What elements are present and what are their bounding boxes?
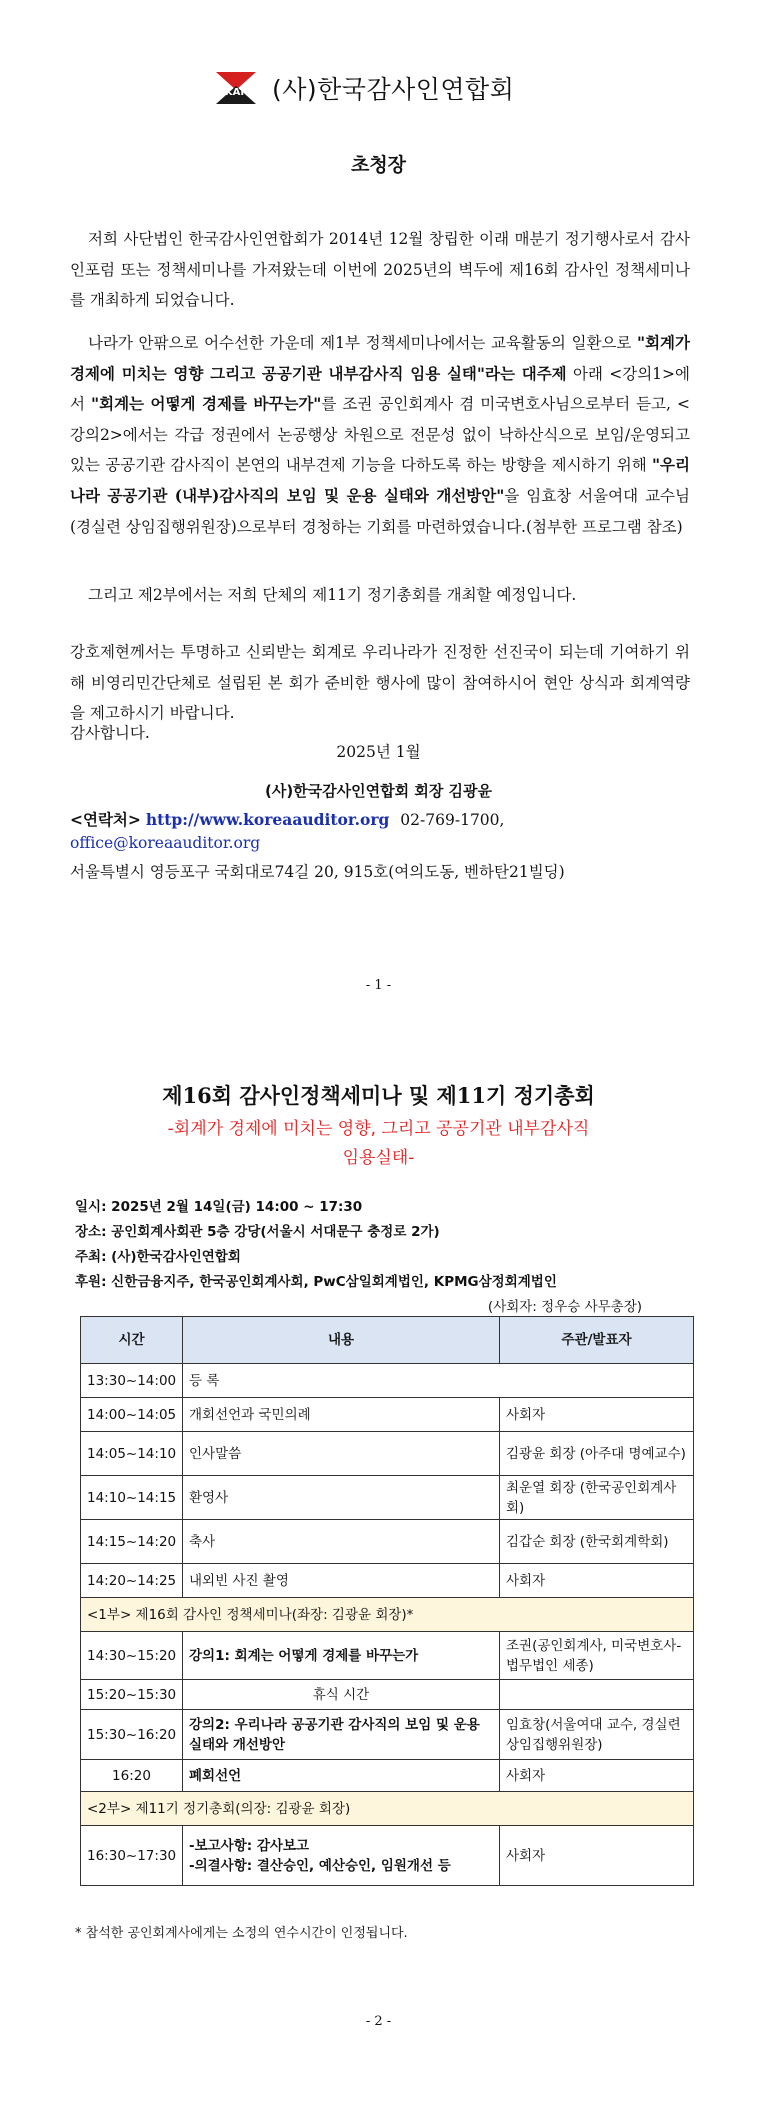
paragraph-1: 저희 사단법인 한국감사인연합회가 2014년 12월 창립한 이래 매분기 정기행사로서 감사인포럼 또는 정책세미나를 가져왔는데 이번에 2025년의 벽두에 제16회 감사인 정책세미나를 개최하게 되었습니다.: [70, 230, 690, 310]
seminar-title: 제16회 감사인정책세미나 및 제11기 정기총회: [162, 1083, 595, 1108]
letterhead: [210, 64, 514, 112]
table-row: 14:30~15:20 강의1: 회계는 어떻게 경제를 바꾸는가 조권(공인회계사, 미국변호사-법무법인 세종): [81, 1632, 694, 1680]
address: 서울특별시 영등포구 국회대로74길 20, 915호(여의도동, 벤하탄21빌딩): [70, 863, 565, 881]
mc-name: (사회자: 정우승 사무총장): [487, 1299, 642, 1315]
section-row-part1: <1부> 제16회 감사인 정책세미나(좌장: 김광윤 회장)*: [81, 1598, 694, 1632]
email-link[interactable]: office@koreaauditor.org: [70, 834, 261, 852]
header-time: 시간: [81, 1317, 183, 1364]
table-row: 16:30~17:30 -보고사항: 감사보고 -의결사항: 결산승인, 예산승인, 임원개선 등 사회자: [81, 1826, 694, 1886]
seminar-subtitle-line2: 임용실태-: [342, 1148, 415, 1168]
org-name: (사)한국감사인연합회: [272, 75, 515, 104]
header-speaker: 주관/발표자: [500, 1317, 694, 1364]
event-host: 주최: (사)한국감사인연합회: [75, 1249, 241, 1265]
svg-text:KAF: KAF: [224, 87, 248, 98]
table-row: 15:30~16:20 강의2: 우리나라 공공기관 감사직의 보임 및 운용 실태와 개선방안 임효창(서울여대 교수, 경실련 상임집행위원장): [81, 1710, 694, 1760]
seminar-subtitle-line1: -회계가 경제에 미치는 영향, 그리고 공공기관 내부감사직: [167, 1119, 590, 1139]
footnote: * 참석한 공인회계사에게는 소정의 연수시간이 인정됩니다.: [75, 1926, 408, 1941]
signature: (사)한국감사인연합회 회장 김광윤: [264, 782, 493, 800]
page-number-2: - 2 -: [365, 2014, 392, 2029]
paragraph-4: 강호제현께서는 투명하고 신뢰받는 회계로 우리나라가 진정한 선진국이 되는데 기여하기 위해 비영리민간단체로 설립된 본 회가 준비한 행사에 많이 참여하시어 현안 상식과 회계역량을 제고하시기 바랍니다.: [70, 643, 690, 723]
letter-date: 2025년 1월: [336, 743, 421, 761]
table-row: 14:05~14:10 인사말씀 김광윤 회장 (아주대 명예교수): [81, 1432, 694, 1476]
event-venue: 장소: 공인회계사회관 5층 강당(서울시 서대문구 충정로 2가): [75, 1224, 440, 1240]
event-date: 일시: 2025년 2월 14일(금) 14:00 ~ 17:30: [75, 1199, 363, 1215]
table-row: 14:15~14:20 축사 김갑순 회장 (한국회계학회): [81, 1520, 694, 1564]
document-title: 초청장: [350, 154, 407, 176]
phone-number: 02-769-1700,: [400, 811, 505, 829]
table-row: 16:20 폐회선언 사회자: [81, 1760, 694, 1792]
table-row: 13:30~14:00 등 록: [81, 1364, 694, 1398]
schedule-table: [80, 1316, 694, 1886]
section-row-part2: <2부> 제11기 정기총회(의장: 김광윤 회장): [81, 1792, 694, 1826]
page-number-1: - 1 -: [365, 978, 392, 993]
event-sponsors: 후원: 신한금융지주, 한국공인회계사회, PwC삼일회계법인, KPMG삼정회계법인: [75, 1274, 557, 1290]
kaf-logo: [210, 68, 262, 108]
table-row: 14:00~14:05 개회선언과 국민의례 사회자: [81, 1398, 694, 1432]
table-row: 14:20~14:25 내외빈 사진 촬영 사회자: [81, 1564, 694, 1598]
table-header-row: [81, 1317, 694, 1364]
contact-label: <연락처>: [70, 810, 141, 829]
table-row: 15:20~15:30 휴식 시간: [81, 1680, 694, 1710]
paragraph-2: 나라가 안팎으로 어수선한 가운데 제1부 정책세미나에서는 교육활동의 일환으로 "회계가 경제에 미치는 영향 그리고 공공기관 내부감사직 임용 실태"라는 대주제 아래 <강의1>에서 "회계는 어떻게 경제를 바꾸는가"를 조권 공인회계사 겸 미국변호사님으로부터 듣고, <강의2>에서는 각급 정권에서 논공행상 차원으로 전문성 없이 낙하산식으로 보임/운영되고 있는 공공기관 감사직이 본연의 내부견제 기능을 다하도록 하는 방향을 제시하기 위해 "우리나라 공공기관 (내부)감사직의 보임 및 운용 실태와 개선방안"을 임효창 서울여대 교수님(경실련 상임집행위원장)으로부터 경청하는 기회를 마련하였습니다.(첨부한 프로그램 참조): [70, 333, 690, 536]
website-link[interactable]: http://www.koreaauditor.org: [145, 810, 390, 829]
contact-line: [70, 808, 504, 830]
header-content: 내용: [183, 1317, 500, 1364]
paragraph-3: 그리고 제2부에서는 저희 단체의 제11기 정기총회를 개최할 예정입니다.: [88, 586, 577, 604]
thanks-text: 감사합니다.: [70, 724, 150, 742]
table-row: 14:10~14:15 환영사 최운열 회장 (한국공인회계사회): [81, 1476, 694, 1520]
